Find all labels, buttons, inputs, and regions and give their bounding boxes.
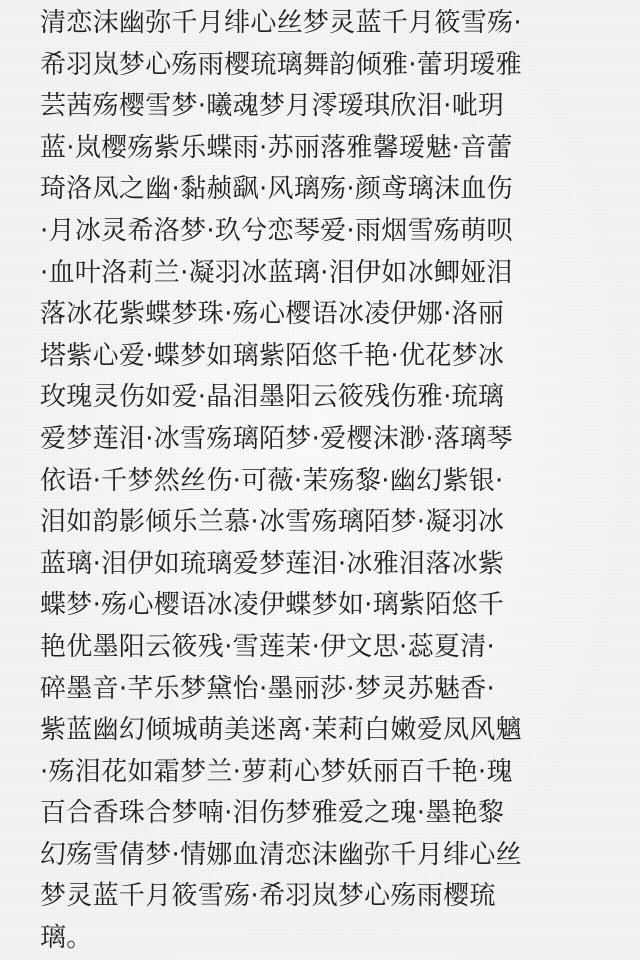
text-line-13: 泪如韵影倾乐兰慕·冰雪殇璃陌梦·凝羽冰 [40, 507, 505, 538]
text-line-19: ·殇泪花如霜梦兰·萝莉心梦妖丽百千艳·瑰 [40, 756, 513, 787]
text-line-4: 蓝·岚樱殇紫乐蝶雨·苏丽落雅馨瑷魅·音蕾 [40, 132, 513, 163]
text-line-23: 璃。 [40, 923, 93, 954]
text-line-7: ·血叶洛莉兰·凝羽冰蓝璃·泪伊如冰鲫娅泪 [40, 257, 513, 288]
text-line-14: 蓝璃·泪伊如琉璃爱梦莲泪·冰雅泪落冰紫 [40, 548, 505, 579]
text-line-8: 落冰花紫蝶梦珠·殇心樱语冰凌伊娜·洛丽 [40, 299, 505, 330]
text-line-9: 塔紫心爱·蝶梦如璃紫陌悠千艳·优花梦冰 [40, 340, 505, 371]
text-line-16: 艳优墨阳云筱残·雪莲茉·伊文思·蕊夏清· [40, 631, 496, 662]
text-line-18: 紫蓝幽幻倾城萌美迷离·茉莉白嫩爱凤风魑 [40, 715, 522, 746]
text-line-20: 百合香珠合梦喃·泪伤梦雅爱之瑰·墨艳黎 [40, 798, 505, 829]
text-line-22: 梦灵蓝千月筱雪殇·希羽岚梦心殇雨樱琉 [40, 881, 496, 912]
text-line-12: 依语·千梦然丝伤·可薇·茉殇黎·幽幻紫银· [40, 465, 504, 496]
text-line-21: 幻殇雪倩梦·情娜血清恋沫幽弥千月绯心丝 [40, 839, 522, 870]
text-line-17: 碎墨音·芊乐梦黛怡·墨丽莎·梦灵苏魅香· [40, 673, 496, 704]
text-line-2: 希羽岚梦心殇雨樱琉璃舞韵倾雅·蕾玥瑷雅 [40, 49, 522, 80]
text-line-3: 芸茜殇樱雪梦·曦魂梦月澪瑷琪欣泪·呲玥 [40, 91, 505, 122]
name-list-text [40, 3, 630, 960]
text-line-5: 琦洛凤之幽·黏赪飖·风璃殇·颜鸢璃沫血伤 [40, 174, 513, 205]
text-line-1: 清恋沫幽弥千月绯心丝梦灵蓝千月筱雪殇· [40, 8, 522, 38]
text-line-11: 爱梦莲泪·冰雪殇璃陌梦·爱樱沫渺·落璃琴 [40, 423, 513, 454]
text-line-10: 玫瑰灵伤如爱·晶泪墨阳云筱残伤雅·琉璃 [40, 382, 505, 413]
text-line-15: 蝶梦·殇心樱语冰凌伊蝶梦如·璃紫陌悠千 [40, 590, 505, 621]
text-line-6: ·月冰灵希洛梦·玖兮恋琴爱·雨烟雪殇萌呗 [40, 215, 513, 246]
